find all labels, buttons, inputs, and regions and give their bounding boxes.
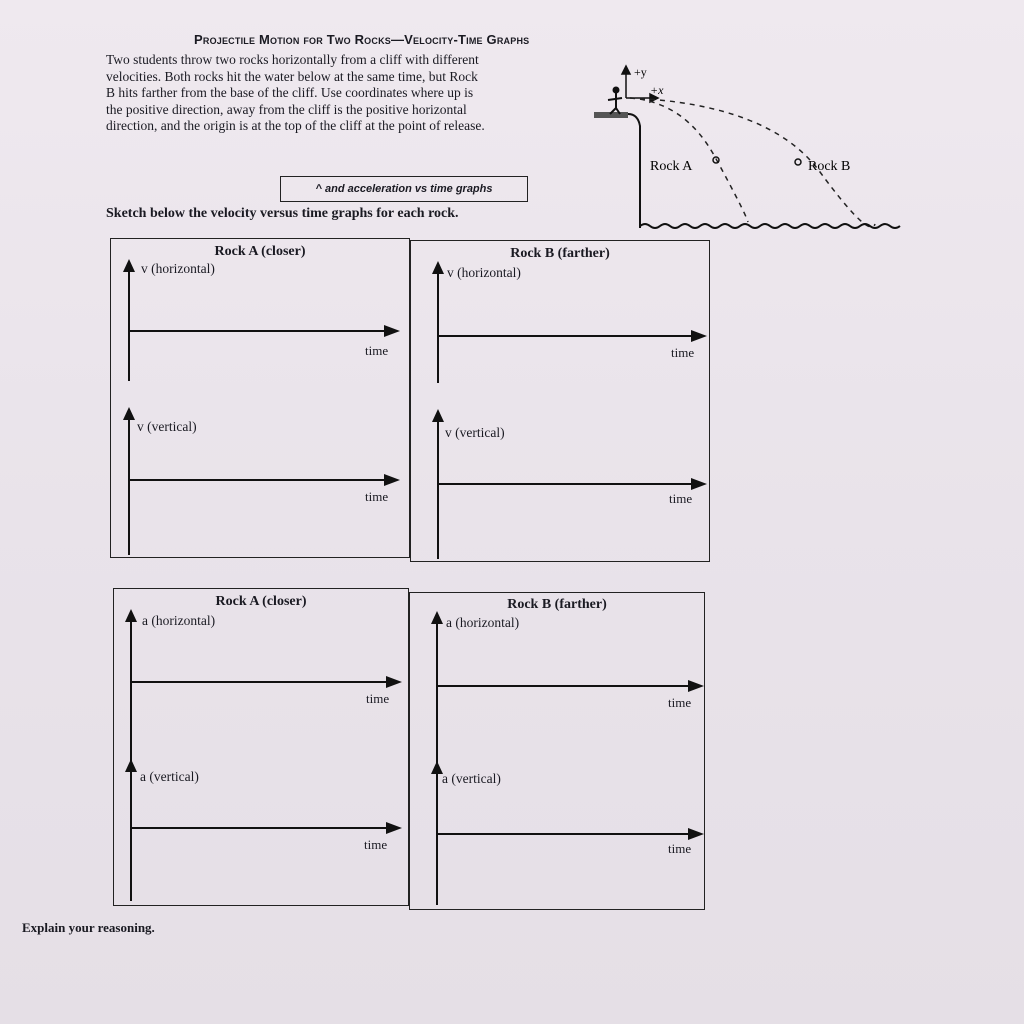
arrow-up-icon (125, 759, 137, 772)
a-vertical-axis (130, 771, 132, 901)
a-horizontal-axis (436, 623, 438, 765)
time-axis (130, 479, 386, 481)
time-label: time (669, 491, 693, 506)
a-horizontal-axis (130, 621, 132, 761)
intro-line: the positive direction, away from the cliff is the positive horizontal (106, 101, 467, 117)
arrow-up-icon (432, 409, 444, 422)
arrow-up-icon (123, 407, 135, 420)
handwritten-note-box (280, 176, 528, 202)
instruction-text: Sketch below the velocity versus time graphs for each rock. (106, 206, 459, 221)
v-vertical-label: v (vertical) (137, 419, 197, 434)
handwritten-note: ^ and acceleration vs time graphs (315, 183, 493, 195)
intro-line: velocities. Both rocks hit the water below at the same time, but Rock (106, 68, 478, 84)
a-horizontal-label: a (horizontal) (446, 615, 520, 630)
worksheet-title: Projectile Motion for Two Rocks—Velocity-Time Graphs (194, 32, 530, 47)
thrower-figure (608, 88, 622, 115)
arrow-up-icon (431, 611, 443, 624)
arrow-right-icon (688, 680, 704, 692)
panel-title: Rock B (farther) (507, 597, 607, 612)
time-axis (438, 685, 690, 687)
a-vertical-label: a (vertical) (140, 769, 199, 784)
cliff-diagram (590, 62, 910, 242)
v-vertical-axis (437, 421, 439, 559)
arrow-right-icon (691, 330, 707, 342)
arrow-right-icon (691, 478, 707, 490)
arrow-right-icon (386, 676, 402, 688)
v-horizontal-axis (128, 271, 130, 381)
y-axis-label: +y (634, 65, 647, 79)
time-label: time (365, 489, 389, 504)
time-axis (132, 827, 388, 829)
panel-title: Rock B (farther) (510, 246, 610, 261)
time-axis (439, 335, 693, 337)
arrow-right-icon (384, 474, 400, 486)
v-horizontal-axis (437, 273, 439, 383)
v-horizontal-label: v (horizontal) (141, 261, 215, 276)
rock-a-label: Rock A (650, 159, 693, 174)
v-vertical-label: v (vertical) (445, 425, 505, 440)
time-label: time (364, 837, 388, 852)
explain-prompt: Explain your reasoning. (22, 920, 155, 935)
time-label: time (668, 695, 692, 710)
velocity-panel-rock-b (410, 240, 710, 562)
rock-b-label: Rock B (808, 159, 851, 174)
acceleration-panel-rock-a (113, 588, 409, 906)
time-axis (439, 483, 693, 485)
intro-line: B hits farther from the base of the cliff. Use coordinates where up is (106, 85, 474, 100)
a-vertical-label: a (vertical) (442, 771, 501, 786)
arrow-right-icon (688, 828, 704, 840)
panel-title: Rock A (closer) (215, 594, 307, 609)
v-horizontal-label: v (horizontal) (447, 265, 521, 280)
x-axis-label: +x (650, 83, 664, 97)
water-surface (640, 224, 900, 228)
arrow-right-icon (386, 822, 402, 834)
time-label: time (668, 841, 692, 856)
a-vertical-axis (436, 773, 438, 905)
time-label: time (671, 345, 695, 360)
time-label: time (366, 691, 390, 706)
cliff-outline (594, 114, 640, 228)
time-label: time (365, 343, 389, 358)
acceleration-panel-rock-b (409, 592, 705, 910)
time-axis (132, 681, 388, 683)
a-horizontal-label: a (horizontal) (142, 613, 216, 628)
intro-line: Two students throw two rocks horizontally from a cliff with different (106, 52, 479, 67)
intro-line: direction, and the origin is at the top of the cliff at the point of release. (106, 118, 485, 133)
panel-title: Rock A (closer) (214, 244, 306, 259)
v-vertical-axis (128, 419, 130, 555)
intro-paragraph (106, 52, 584, 135)
arrow-up-icon (123, 259, 135, 272)
time-axis (130, 330, 386, 332)
arrow-up-icon (432, 261, 444, 274)
time-axis (438, 833, 690, 835)
arrow-right-icon (384, 325, 400, 337)
velocity-panel-rock-a (110, 238, 410, 558)
rock-b-marker (795, 159, 801, 165)
arrow-up-icon (125, 609, 137, 622)
